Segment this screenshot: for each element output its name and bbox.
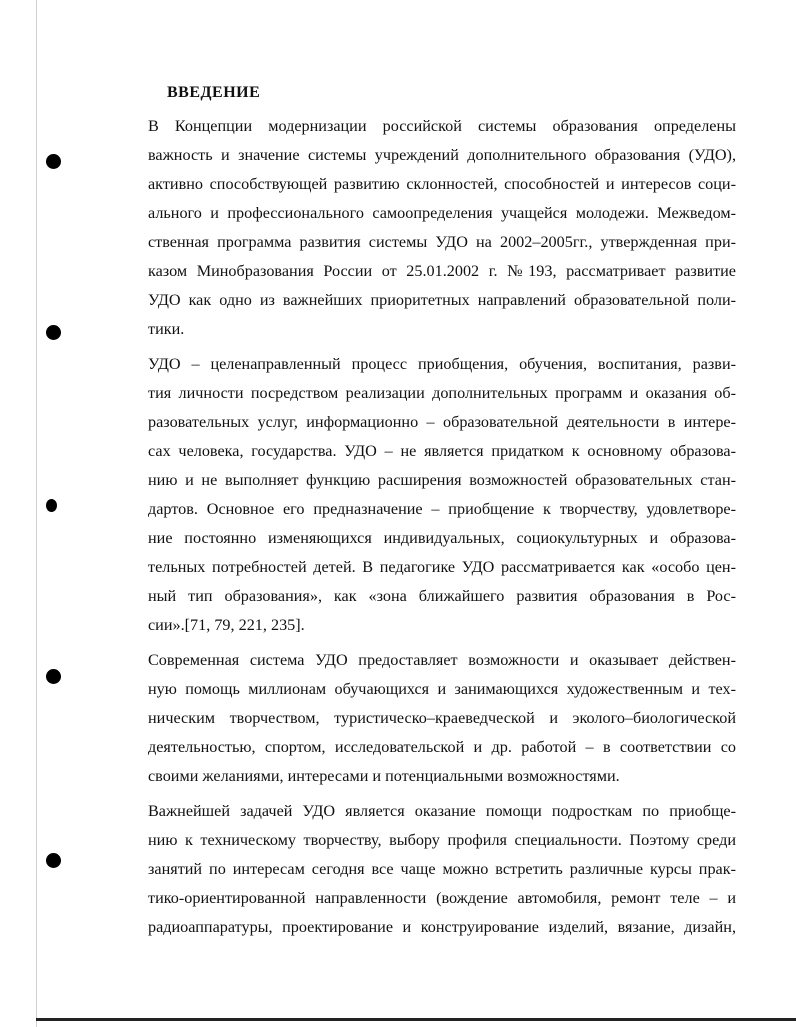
punch-hole (46, 154, 61, 169)
text-line: казом Минобразования России от 25.01.2002 г. №193, рассматривает развитие (148, 262, 736, 280)
paragraph (118, 797, 736, 942)
punch-hole (46, 669, 61, 684)
text-line: УДО – целенаправленный процесс приобщения, обучения, воспитания, разви- (148, 355, 736, 373)
text-line: УДО как одно из важнейших приоритетных направлений образовательной поли- (148, 291, 736, 309)
text-line: В Концепции модернизации российской системы образования определены (148, 117, 736, 135)
scan-bottom-edge (36, 1018, 796, 1021)
text-line: тельных потребностей детей. В педагогике УДО рассматривается как «особо цен- (148, 558, 736, 576)
text-line: ную помощь миллионам обучающихся и занимающихся художественным и тех- (148, 680, 736, 698)
text-line: дартов. Основное его предназначение – приобщение к творчеству, удовлетворе- (148, 500, 736, 518)
text-line: активно способствующей развитию склонностей, способностей и интересов соци- (148, 175, 736, 193)
text-line: своими желаниями, интересами и потенциальными возможностями. (148, 767, 620, 785)
text-line: Современная система УДО предоставляет возможности и оказывает действен- (148, 651, 736, 669)
text-line: тико-ориентированной направленности (вождение автомобиля, ремонт теле – и (148, 889, 736, 907)
text-line: сах человека, государства. УДО – не является придатком к основному образова- (148, 442, 736, 460)
text-line: деятельностью, спортом, исследовательской и др. работой – в соответствии со (148, 738, 736, 756)
text-line: ального и профессионального самоопределения учащейся молодежи. Межведом- (148, 204, 736, 222)
text-line: нию к техническому творчеству, выбору профиля специальности. Поэтому среди (148, 831, 736, 849)
body-text (118, 112, 736, 942)
text-line: ный тип образования», как «зона ближайшего развития образования в Рос- (148, 587, 736, 605)
paragraph (118, 112, 736, 344)
text-line: нию и не выполняет функцию расширения возможностей образовательных стан- (148, 471, 736, 489)
text-line: ническим творчеством, туристическо–краеведческой и эколого–биологической (148, 709, 736, 727)
text-line: сии».[71, 79, 221, 235]. (148, 616, 305, 634)
punch-hole (46, 325, 61, 340)
text-line: ние постоянно изменяющихся индивидуальных, социокультурных и образова- (148, 529, 736, 547)
punch-hole (46, 499, 57, 512)
paragraph (118, 350, 736, 640)
text-line: Важнейшей задачей УДО является оказание помощи подросткам по приобще- (148, 802, 736, 820)
text-line: разовательных услуг, информационно – образовательной деятельности в интере- (148, 413, 736, 431)
text-line: тики. (148, 320, 185, 338)
text-line: радиоаппаратуры, проектирование и конструирование изделий, вязание, дизайн, (148, 918, 736, 936)
text-line: ственная программа развития системы УДО на 2002–2005гг., утвержденная при- (148, 233, 736, 251)
text-line: занятий по интересам сегодня все чаще можно встретить различные курсы прак- (148, 860, 736, 878)
scan-left-edge (36, 0, 37, 1027)
punch-hole (46, 853, 61, 868)
paragraph (118, 646, 736, 791)
text-line: важность и значение системы учреждений дополнительного образования (УДО), (148, 146, 736, 164)
text-line: тия личности посредством реализации дополнительных программ и оказания об- (148, 384, 736, 402)
page-title: ВВЕДЕНИЕ (167, 84, 261, 101)
